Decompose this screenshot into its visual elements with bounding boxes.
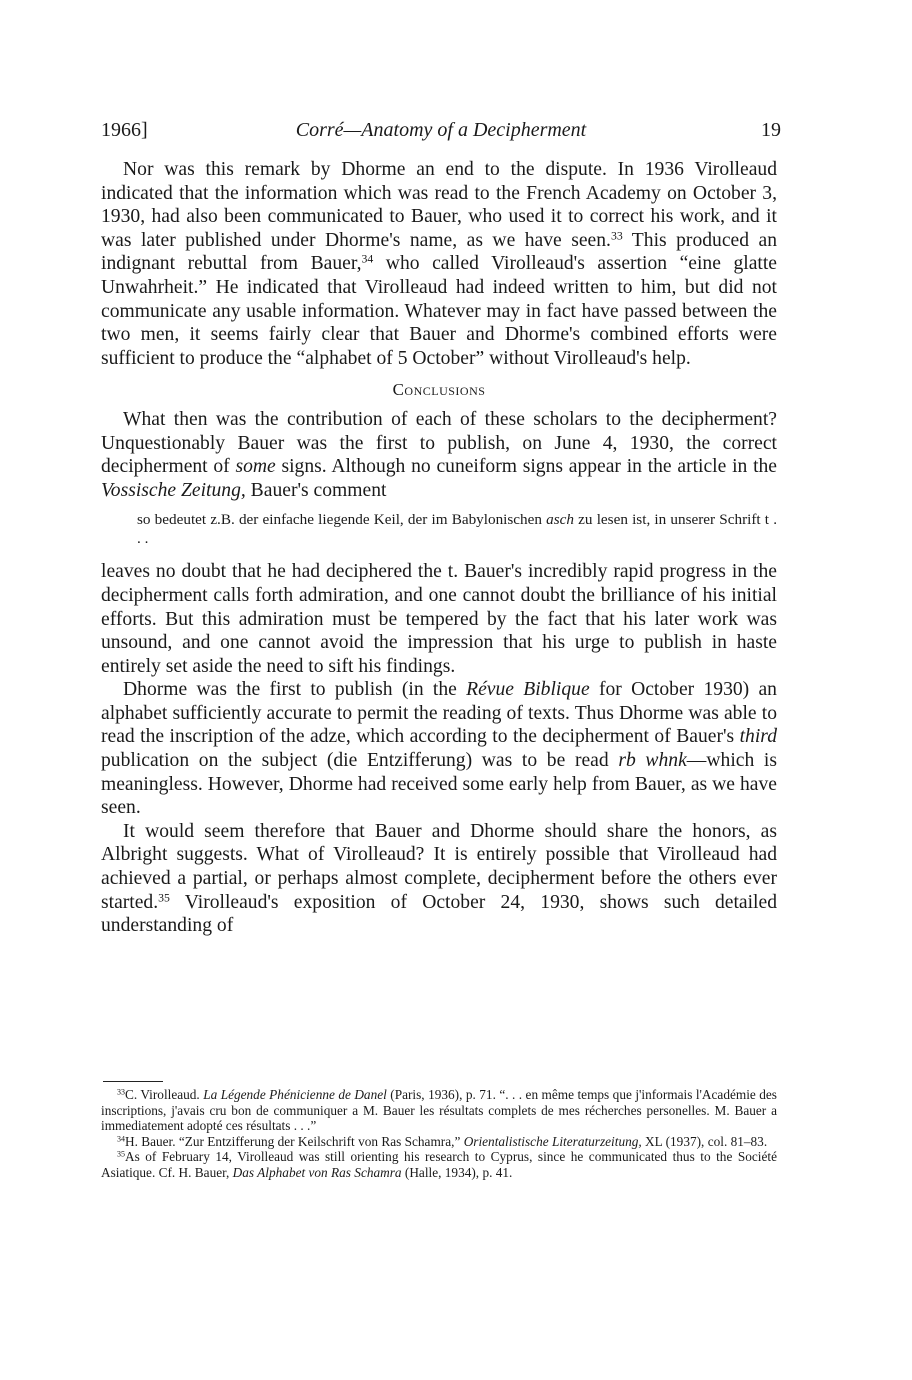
paragraph-1: Nor was this remark by Dhorme an end to the dispute. In 1936 Virolleaud indicated that the information which was read to the French Academy on October 3, 1930, had also been communicated to Bauer, who used it to correct his work, and it was later published under Dhorme's name, as we have seen.$^{33}$ This produced an indignant rebuttal from Bauer,$^{34}$ who called Virolleaud's assertion “eine glatte Unwahrheit.” He indicated that Virolleaud had indeed written to him, but did not communicate any usable information. Whatever may in fact have passed between the two men, it seems fairly clear that Bauer and Dhorme's combined efforts were sufficient to produce the “alphabet of 5 October” without Virolleaud's help. [101,159,777,369]
paragraph-3: leaves no doubt that he had deciphered the t. Bauer's incredibly rapid progress in the decipherment calls forth admiration, and one cannot doubt the brilliance of his initial efforts. But this admiration must be tempered by the fact that his later work was unsound, and one cannot avoid the impression that his urge to publish in haste entirely set aside the need to sift his findings. [101,561,777,677]
paragraph-4: Dhorme was the first to publish (in the Révue Biblique for October 1930) an alphabet sufficiently accurate to permit the reading of texts. Thus Dhorme was able to read the inscription of the adze, which according to the decipherment of Bauer's third publication on the subject (die Entzifferung) was to be read rb whnk—which is meaningless. However, Dhorme had received some early help from Bauer, as we have seen. [101,679,778,819]
footnote-33: $^{33}$C. Virolleaud. La Légende Phénicienne de Danel (Paris, 1936), p. 71. “. . . en même temps que j'informais l'Académie des inscriptions, j'avais cru bon de communiquer a M. Bauer les résultats complets de mes récherches personelles. M. Bauer a immediatement adopté ces résultats . . .” [101,1087,777,1134]
footnote-ref-34: 34 [361,252,374,266]
block-quote: so bedeutet z.B. der einfache liegende Keil, der im Babylonischen asch zu lesen ist, in unserer Schrift t . . . [137,511,778,548]
section-heading: Conclusions [392,380,486,400]
footnote-rule [103,1081,163,1082]
running-header [101,116,781,144]
paragraph-5: It would seem therefore that Bauer and Dhorme should share the honors, as Albright suggests. What of Virolleaud? It is entirely possible that Virolleaud had achieved a partial, or perhaps almost complete, decipherment before the others ever started.$^{35}$ Virolleaud's exposition of October 24, 1930, shows such detailed understanding of [101,820,777,937]
footnote-ref-33: 33 [610,229,623,243]
footnote-34: $^{34}$H. Bauer. “Zur Entzifferung der Keilschrift von Ras Schamra,” Orientalistische Literaturzeitung, XL (1937), col. 81–83. [117,1133,768,1149]
footnotes [101,1087,777,1181]
header-year: 1966] [101,119,148,141]
body-text [101,158,777,938]
footnote-35: $^{35}$As of February 14, Virolleaud was still orienting his research to Cyprus, since he communicated thus to the Société Asiatique. Cf. H. Bauer, Das Alphabet von Ras Schamra (Halle, 1934), p. 41. [101,1149,777,1180]
paragraph-2: What then was the contribution of each of these scholars to the decipherment? Unquestionably Bauer was the first to publish, on June 4, 1930, the correct decipherment of some signs. Although no cuneiform signs appear in the article in the Vossische Zeitung, Bauer's comment [101,408,778,501]
running-title: Corré—Anatomy of a Decipherment [295,119,587,141]
footnote-ref-35: 35 [158,891,170,905]
page-number: 19 [761,119,781,141]
